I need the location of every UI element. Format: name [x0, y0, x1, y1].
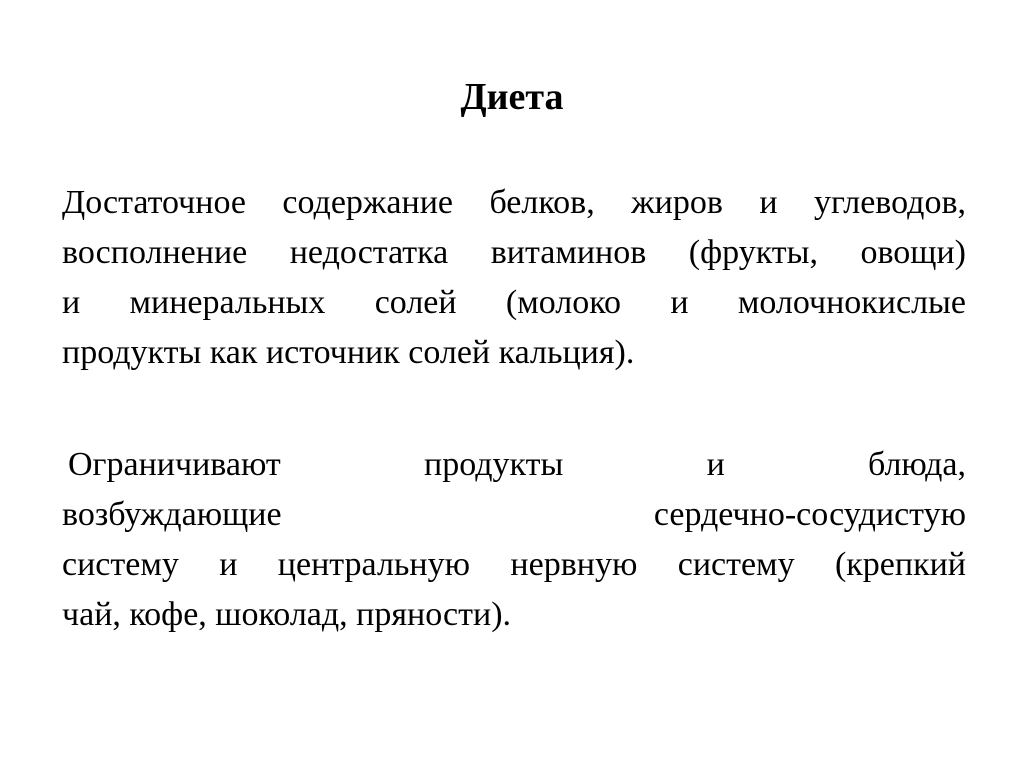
paragraph-2-line-4: чай, кофе, шоколад, пряности).: [62, 596, 512, 633]
diet-paragraph-1: [62, 178, 966, 378]
paragraph-1-line-4: продукты как источник солей кальция).: [62, 334, 635, 371]
paragraph-1-line-1: Достаточное содержание белков, жиров и углеводов,: [62, 184, 966, 221]
paragraph-1-line-2: восполнение недостатка витаминов (фрукты, овощи): [62, 234, 966, 271]
slide-title: Диета: [460, 76, 564, 118]
paragraph-1-line-3: и минеральных солей (молоко и молочнокислые: [62, 284, 966, 321]
paragraph-2-line-3: систему и центральную нервную систему (крепкий: [62, 546, 966, 583]
paragraph-2-line-2: возбуждающие сердечно-сосудистую: [62, 496, 966, 533]
diet-paragraph-2: [62, 440, 966, 640]
paragraph-2-line-1: Ограничивают продукты и блюда,: [68, 446, 966, 483]
